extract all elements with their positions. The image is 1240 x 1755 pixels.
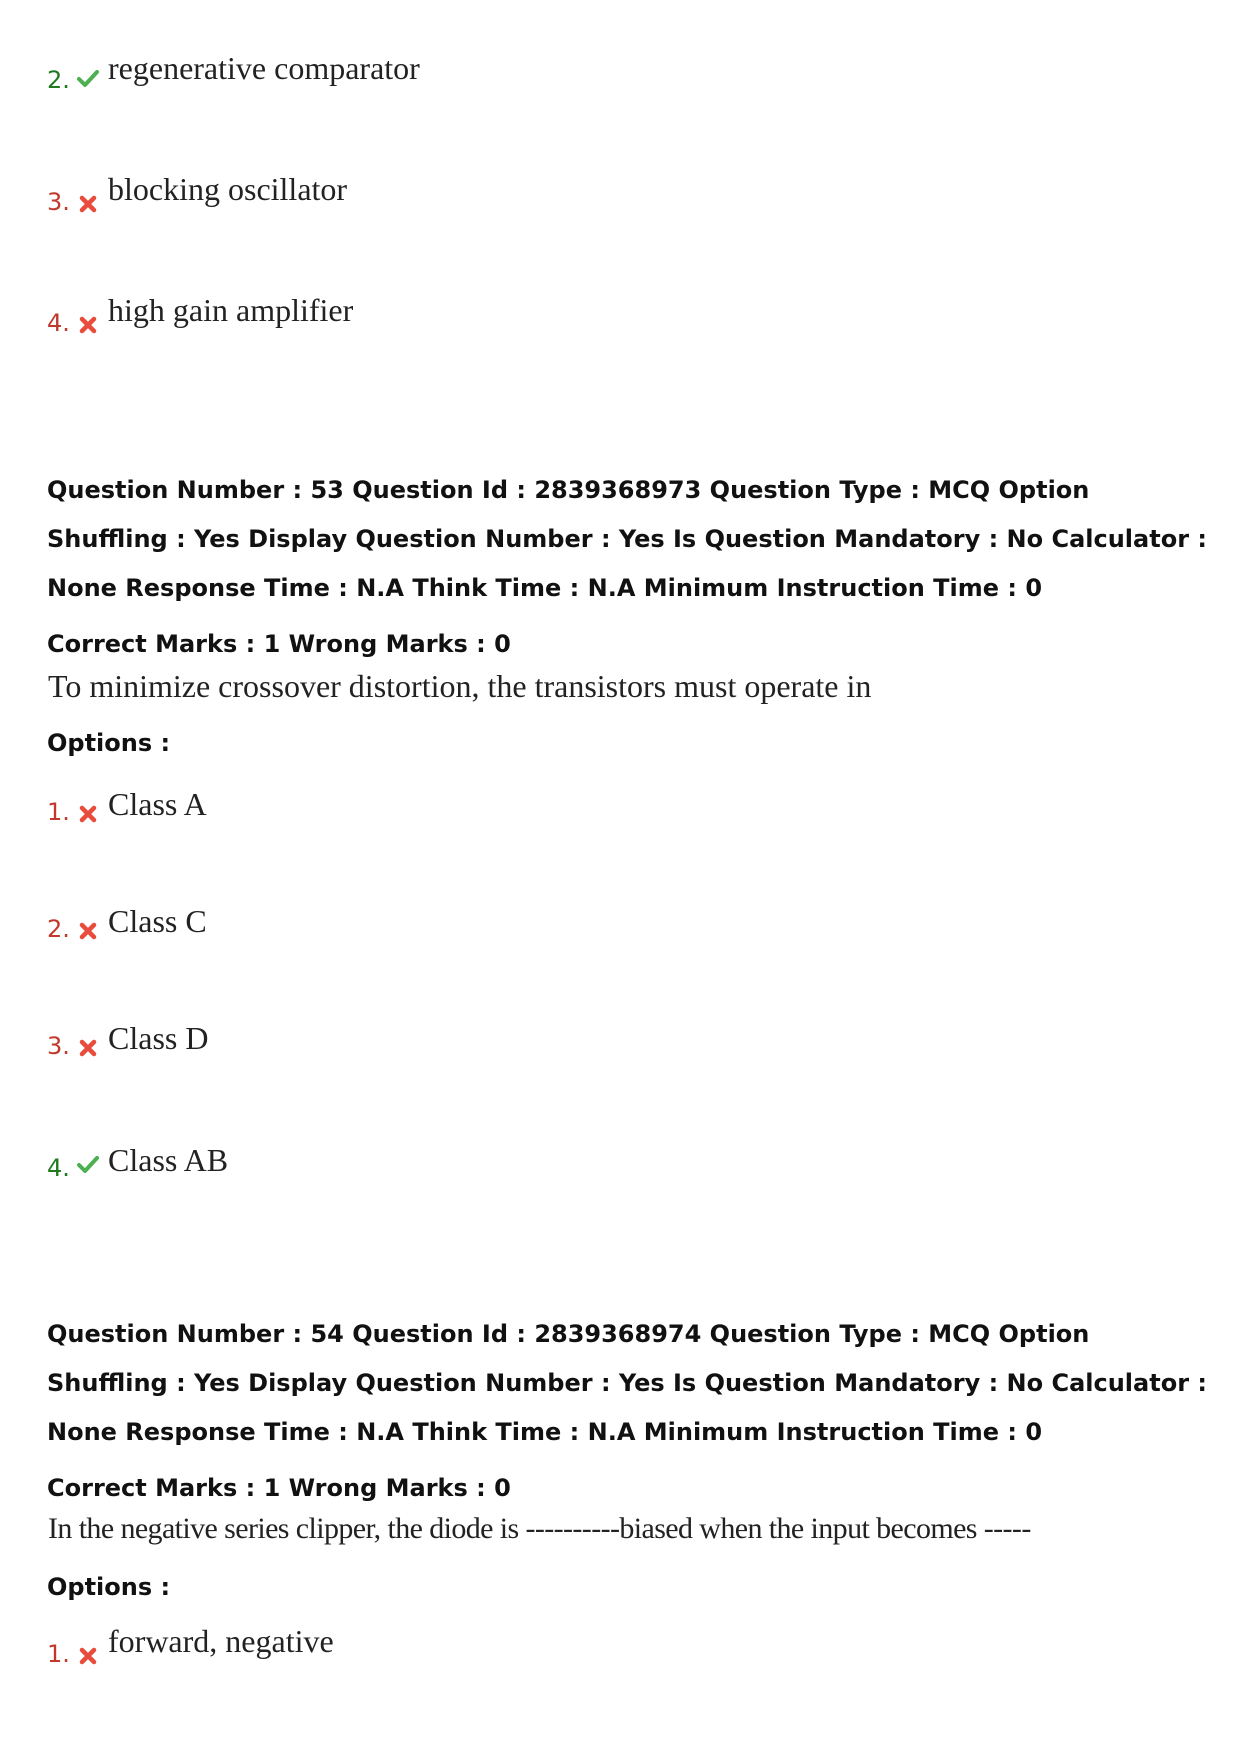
options-label: Options :: [47, 729, 171, 757]
question-text: In the negative series clipper, the diode is ----------biased when the input becomes -----: [48, 1512, 1031, 1545]
option-number: 3.: [47, 188, 70, 216]
cross-icon: [76, 919, 100, 943]
cross-icon: [76, 1644, 100, 1668]
option-text: Class AB: [108, 1142, 229, 1178]
cross-icon: [76, 1036, 100, 1060]
option-number: 4.: [47, 1154, 70, 1182]
option-text: regenerative comparator: [108, 50, 420, 86]
option-number: 2.: [47, 66, 70, 94]
question-text: To minimize crossover distortion, the transistors must operate in: [48, 668, 872, 704]
option-number: 1.: [47, 798, 70, 826]
question-meta: Question Number : 53 Question Id : 2839368973 Question Type : MCQ Option Shuffling : Yes Display Question Number : Yes Is Question Mandatory : No Calculator : None Response Time : N.A Think Time : N.A Minimum Instruction Time : 0: [47, 476, 1207, 602]
options-label: Options :: [47, 1573, 171, 1601]
check-icon: [76, 66, 100, 90]
option-text: Class D: [108, 1020, 209, 1056]
question-marks: Correct Marks : 1 Wrong Marks : 0: [47, 1474, 511, 1502]
option-text: Class C: [108, 903, 207, 939]
cross-icon: [76, 313, 100, 337]
check-icon: [76, 1152, 100, 1176]
option-number: 4.: [47, 309, 70, 337]
cross-icon: [76, 192, 100, 216]
option-text: Class A: [108, 786, 207, 822]
option-text: blocking oscillator: [108, 171, 348, 207]
cross-icon: [76, 802, 100, 826]
option-text: high gain amplifier: [108, 292, 354, 328]
option-number: 2.: [47, 915, 70, 943]
question-meta: Question Number : 54 Question Id : 2839368974 Question Type : MCQ Option Shuffling : Yes Display Question Number : Yes Is Question Mandatory : No Calculator : None Response Time : N.A Think Time : N.A Minimum Instruction Time : 0: [47, 1320, 1207, 1446]
option-text: forward, negative: [108, 1623, 334, 1659]
option-number: 1.: [47, 1640, 70, 1668]
option-number: 3.: [47, 1032, 70, 1060]
question-marks: Correct Marks : 1 Wrong Marks : 0: [47, 630, 511, 658]
